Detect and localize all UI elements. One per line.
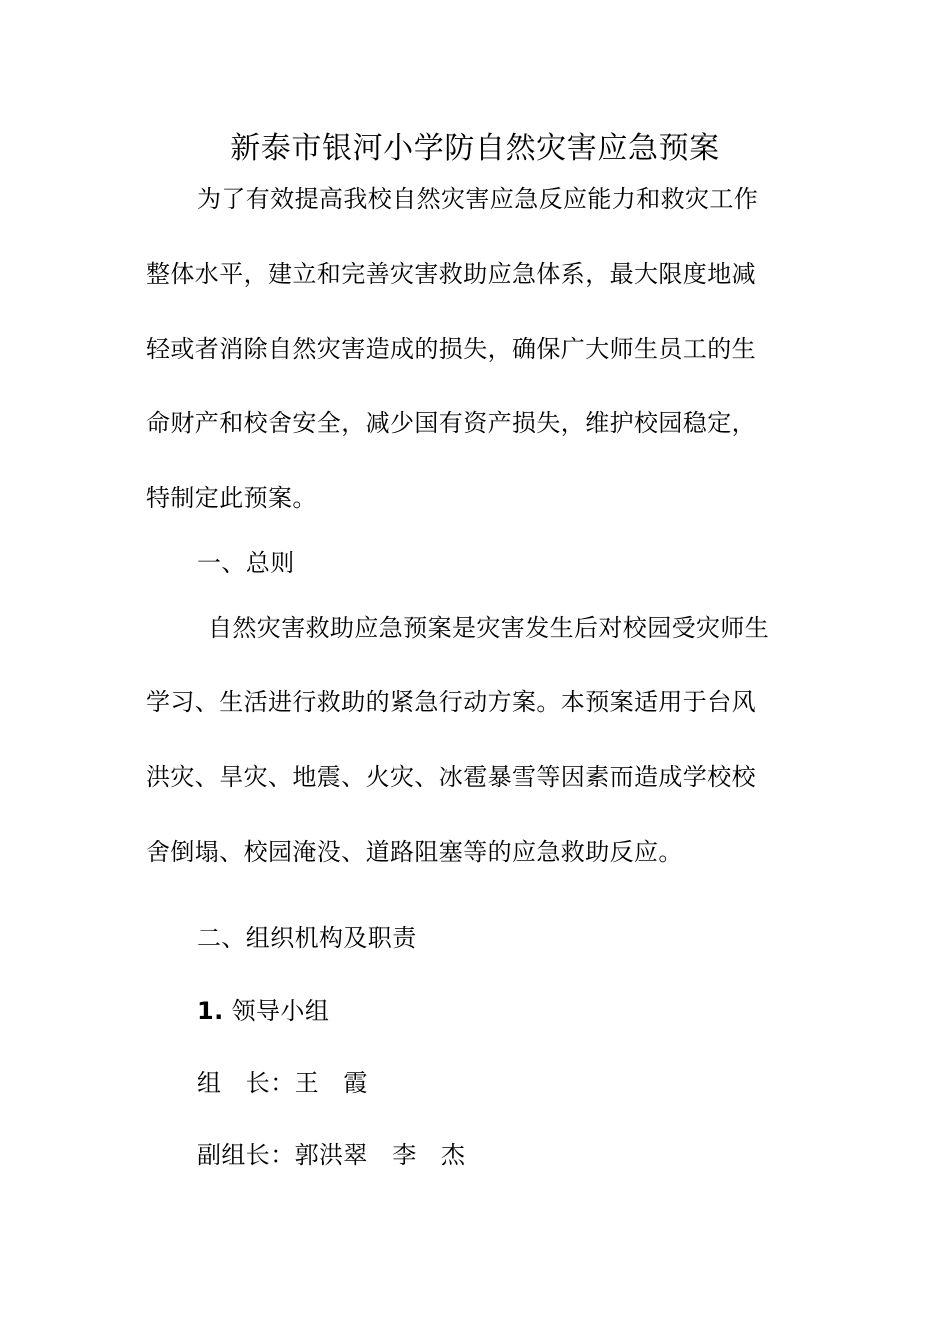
document-title: 新泰市银河小学防自然灾害应急预案 xyxy=(230,131,720,166)
intro-line-2: 整体水平，建立和完善灾害救助应急体系，最大限度地减 xyxy=(146,260,756,288)
section2-heading: 二、组织机构及职责 xyxy=(197,924,417,952)
subsection1-heading xyxy=(197,996,329,1026)
deputy-line: 副组长：郭洪翠 李 杰 xyxy=(197,1141,466,1169)
intro-line-3: 轻或者消除自然灾害造成的损失，确保广大师生员工的生 xyxy=(146,335,756,363)
intro-line-4: 命财产和校舍安全，减少国有资产损失，维护校园稳定， xyxy=(146,409,756,437)
subsection1-label: 领导小组 xyxy=(231,997,330,1025)
intro-line-1: 为了有效提高我校自然灾害应急反应能力和救灾工作 xyxy=(197,185,759,213)
intro-line-5: 特制定此预案。 xyxy=(146,484,317,512)
section1-line-4: 舍倒塌、校园淹没、道路阻塞等的应急救助反应。 xyxy=(146,838,683,866)
section1-heading: 一、总则 xyxy=(197,549,295,577)
section1-line-2: 学习、生活进行救助的紧急行动方案。本预案适用于台风 xyxy=(146,688,756,716)
leader-line: 组 长：王 霞 xyxy=(197,1069,368,1097)
section1-line-3: 洪灾、旱灾、地震、火灾、冰雹暴雪等因素而造成学校校 xyxy=(146,763,756,791)
subsection1-number: 1. xyxy=(197,997,224,1025)
section1-line-1: 自然灾害救助应急预案是灾害发生后对校园受灾师生 xyxy=(208,614,770,642)
